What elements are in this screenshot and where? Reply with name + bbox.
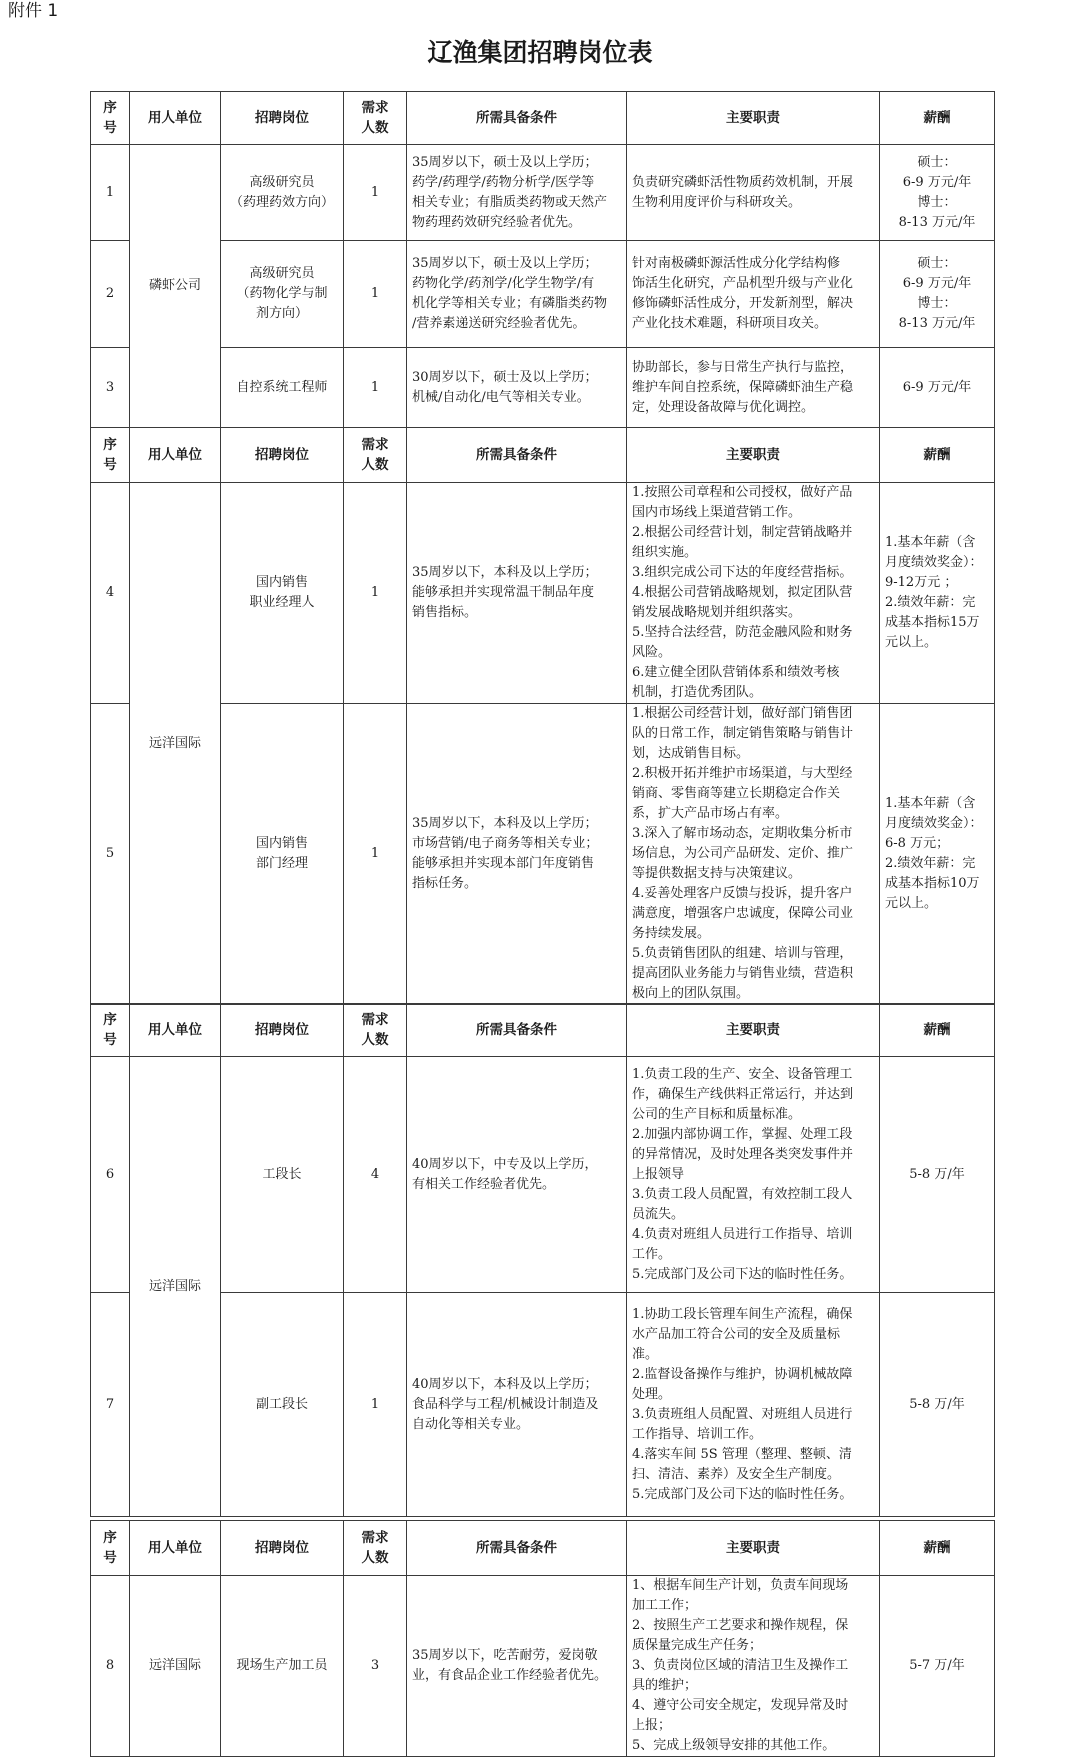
- row-seq: 5: [91, 704, 130, 1005]
- row-position: [221, 483, 344, 704]
- text-line: 作，确保生产线供料正常运行，并达到: [632, 1086, 854, 1102]
- header-seq: 序 号: [91, 1521, 130, 1576]
- text-line: 产业化技术难题，科研项目攻关。: [632, 316, 828, 331]
- text-line: 2.绩效年薪：完: [885, 856, 976, 871]
- text-line: 相关专业；有脂质类药物或天然产: [412, 194, 608, 210]
- row-unit: 远洋国际: [130, 483, 221, 1005]
- text-line: 有相关工作经验者优先。: [412, 1176, 556, 1192]
- row-duties: [627, 1057, 880, 1293]
- row-requirements: [407, 145, 627, 241]
- text-line: 4.负责对班组人员进行工作指导、培训: [632, 1226, 853, 1242]
- row-requirements: [407, 1057, 627, 1293]
- row-position: [221, 1057, 344, 1293]
- text-line: 加工工作；: [632, 1598, 698, 1613]
- text-line: 业，有食品企业工作经验者优先。: [412, 1668, 608, 1683]
- text-line: 8-13 万元/年: [898, 214, 976, 230]
- text-line: 月度绩效奖金）：: [885, 555, 983, 570]
- text-line: 国内市场线上渠道营销工作。: [632, 505, 802, 520]
- attachment-label: 附件 1: [8, 1, 59, 21]
- text-line: 5.完成部门及公司下达的临时性任务。: [632, 1266, 853, 1282]
- header-seq: 序 号: [91, 92, 130, 145]
- header-position: 招聘岗位: [221, 1521, 344, 1576]
- row-count: 1: [344, 241, 407, 348]
- text-line: 35周岁以下，吃苦耐劳，爱岗敬: [412, 1648, 598, 1663]
- text-line: 销售指标。: [412, 605, 478, 620]
- text-line: 销发展战略规划并组织落实。: [632, 605, 802, 620]
- row-unit: 远洋国际: [130, 1057, 221, 1517]
- row-requirements: [407, 1576, 627, 1757]
- text-line: 上报领导: [632, 1166, 685, 1182]
- text-line: 6-9 万元/年: [902, 379, 972, 395]
- table-row: [91, 704, 995, 1005]
- text-line: 3.负责班组人员配置、对班组人员进行: [632, 1406, 853, 1422]
- header-unit: 用人单位: [130, 92, 221, 145]
- text-line: 食品科学与工程/机械设计制造及: [412, 1396, 599, 1412]
- job-table-3: [90, 1003, 995, 1517]
- header-count: 需求 人数: [344, 92, 407, 145]
- text-line: 硕士：: [917, 154, 957, 170]
- text-line: 工作。: [632, 1246, 672, 1262]
- row-position: [221, 1576, 344, 1757]
- row-duties: [627, 483, 880, 704]
- text-line: 剂方向）: [255, 306, 308, 321]
- text-line: 国内销售: [255, 836, 308, 851]
- text-line: 35周岁以下，本科及以上学历；: [412, 565, 598, 580]
- row-duties: [627, 704, 880, 1005]
- row-unit: 磷虾公司: [130, 145, 221, 428]
- row-duties: [627, 241, 880, 348]
- text-line: 机制，打造优秀团队。: [632, 685, 763, 700]
- text-line: 4、遵守公司安全规定，发现异常及时: [632, 1698, 849, 1713]
- text-line: 机械/自动化/电气等相关专业。: [412, 389, 590, 405]
- table-row: [91, 145, 995, 241]
- text-line: 等提供数据支持与决策建议。: [632, 866, 802, 881]
- text-line: 1.按照公司章程和公司授权，做好产品: [632, 485, 853, 500]
- text-line: 6-8 万元；: [885, 836, 950, 851]
- text-line: 元以上。: [885, 635, 938, 650]
- header-seq: 序 号: [91, 1004, 130, 1057]
- text-line: 能够承担并实现本部门年度销售: [412, 856, 595, 871]
- row-count: 4: [344, 1057, 407, 1293]
- row-salary: [880, 241, 995, 348]
- row-position: [221, 704, 344, 1005]
- text-line: 1、根据车间生产计划，负责车间现场: [632, 1578, 849, 1593]
- header-requirements: 所需具备条件: [407, 1004, 627, 1057]
- text-line: 药物化学/药剂学/化学生物学/有: [412, 276, 595, 291]
- job-table-1: [90, 91, 995, 428]
- text-line: 满意度，增强客户忠诚度，保障公司业: [632, 906, 854, 921]
- text-line: 3.组织完成公司下达的年度经营指标。: [632, 565, 853, 580]
- text-line: 8-13 万元/年: [898, 316, 976, 331]
- text-line: 2、按照生产工艺要求和操作规程，保: [632, 1618, 849, 1633]
- text-line: 风险。: [632, 645, 672, 660]
- row-requirements: [407, 704, 627, 1005]
- text-line: 公司的生产目标和质量标准。: [632, 1106, 802, 1122]
- header-count: 需求 人数: [344, 428, 407, 483]
- text-line: 工作指导、培训工作。: [632, 1426, 763, 1442]
- text-line: 5-8 万/年: [909, 1166, 965, 1182]
- header-count: 需求 人数: [344, 1521, 407, 1576]
- text-line: 生物利用度评价与科研攻关。: [632, 194, 802, 210]
- row-requirements: [407, 483, 627, 704]
- text-line: 工段长: [262, 1166, 302, 1182]
- header-unit: 用人单位: [130, 1521, 221, 1576]
- row-seq: 6: [91, 1057, 130, 1293]
- text-line: 国内销售: [255, 575, 308, 590]
- row-salary: [880, 483, 995, 704]
- text-line: 6-9 万元/年: [902, 174, 972, 190]
- text-line: 2.加强内部协调工作，掌握、处理工段: [632, 1126, 853, 1142]
- text-line: 场信息，为公司产品研发、定价、推广: [632, 846, 854, 861]
- table-row: [91, 241, 995, 348]
- text-line: 博士：: [917, 296, 957, 311]
- text-line: 成基本指标15万: [885, 615, 980, 630]
- text-line: 博士：: [917, 194, 957, 210]
- header-row: [91, 92, 995, 145]
- header-duties: 主要职责: [627, 428, 880, 483]
- text-line: 划，达成销售目标。: [632, 746, 750, 761]
- text-line: 处理。: [632, 1386, 672, 1402]
- text-line: 极向上的团队氛围。: [632, 986, 750, 1001]
- row-seq: 2: [91, 241, 130, 348]
- text-line: 4.落实车间 5S 管理（整理、整顿、清: [632, 1446, 852, 1462]
- row-duties: [627, 348, 880, 428]
- text-line: 5、完成上级领导安排的其他工作。: [632, 1738, 836, 1753]
- text-line: 系，扩大产品市场占有率。: [632, 806, 789, 821]
- text-line: 针对南极磷虾源活性成分化学结构修: [632, 256, 841, 271]
- text-line: 销商、零售商等建立长期稳定合作关: [632, 786, 841, 801]
- row-count: 1: [344, 145, 407, 241]
- text-line: 5-8 万/年: [909, 1396, 965, 1412]
- text-line: 4.根据公司营销战略规划，拟定团队营: [632, 585, 853, 600]
- row-duties: [627, 1293, 880, 1517]
- text-line: 队的日常工作，制定销售策略与销售计: [632, 726, 854, 741]
- text-line: 1.根据公司经营计划，做好部门销售团: [632, 706, 853, 721]
- text-line: 负责研究磷虾活性物质药效机制，开展: [632, 174, 854, 190]
- text-line: 现场生产加工员: [236, 1658, 328, 1673]
- table-row: [91, 1293, 995, 1517]
- text-line: 上报；: [632, 1718, 672, 1733]
- text-line: 40周岁以下，本科及以上学历；: [412, 1376, 598, 1392]
- row-seq: 1: [91, 145, 130, 241]
- row-unit: 远洋国际: [130, 1576, 221, 1757]
- text-line: 40周岁以下，中专及以上学历，: [412, 1156, 598, 1172]
- table-row: [91, 1576, 995, 1757]
- header-requirements: 所需具备条件: [407, 1521, 627, 1576]
- text-line: （药理药效方向）: [229, 194, 334, 210]
- job-table-2: [90, 427, 995, 1005]
- header-requirements: 所需具备条件: [407, 92, 627, 145]
- text-line: /营养素递送研究经验者优先。: [412, 316, 586, 331]
- text-line: 员流失。: [632, 1206, 685, 1222]
- text-line: 3.负责工段人员配置，有效控制工段人: [632, 1186, 853, 1202]
- text-line: 提高团队业务能力与销售业绩，营造积: [632, 966, 854, 981]
- row-position: [221, 1293, 344, 1517]
- text-line: 5-7 万/年: [909, 1658, 965, 1673]
- text-line: 能够承担并实现常温干制品年度: [412, 585, 595, 600]
- text-line: 机化学等相关专业；有磷脂类药物: [412, 296, 608, 311]
- text-line: 扫、清洁、素养）及安全生产制度。: [632, 1466, 841, 1482]
- row-count: 1: [344, 483, 407, 704]
- header-requirements: 所需具备条件: [407, 428, 627, 483]
- row-salary: [880, 1576, 995, 1757]
- text-line: 3.深入了解市场动态，定期收集分析市: [632, 826, 853, 841]
- header-unit: 用人单位: [130, 1004, 221, 1057]
- text-line: 1.基本年薪（含: [885, 796, 976, 811]
- header-position: 招聘岗位: [221, 92, 344, 145]
- table-row: [91, 1057, 995, 1293]
- text-line: 质保量完成生产任务；: [632, 1638, 763, 1653]
- row-position: [221, 145, 344, 241]
- text-line: 市场营销/电子商务等相关专业；: [412, 836, 599, 851]
- header-row: [91, 428, 995, 483]
- text-line: 维护车间自控系统，保障磷虾油生产稳: [632, 379, 854, 395]
- text-line: 药学/药理学/药物分析学/医学等: [412, 174, 595, 190]
- row-duties: [627, 145, 880, 241]
- text-line: 指标任务。: [412, 876, 478, 891]
- text-line: 成基本指标10万: [885, 876, 980, 891]
- text-line: 职业经理人: [249, 595, 315, 610]
- text-line: 1.负责工段的生产、安全、设备管理工: [632, 1066, 853, 1082]
- row-seq: 4: [91, 483, 130, 704]
- text-line: 35周岁以下，本科及以上学历；: [412, 816, 598, 831]
- row-count: 1: [344, 348, 407, 428]
- header-count: 需求 人数: [344, 1004, 407, 1057]
- row-seq: 7: [91, 1293, 130, 1517]
- header-unit: 用人单位: [130, 428, 221, 483]
- header-row: [91, 1004, 995, 1057]
- text-line: 组织实施。: [632, 545, 698, 560]
- header-row: [91, 1521, 995, 1576]
- text-line: 1.基本年薪（含: [885, 535, 976, 550]
- header-salary: 薪酬: [880, 92, 995, 145]
- text-line: 6-9 万元/年: [902, 276, 972, 291]
- row-salary: [880, 1293, 995, 1517]
- header-salary: 薪酬: [880, 1521, 995, 1576]
- text-line: 自动化等相关专业。: [412, 1416, 530, 1432]
- text-line: （药物化学与制: [236, 286, 328, 301]
- text-line: 2.根据公司经营计划，制定营销战略并: [632, 525, 853, 540]
- row-salary: [880, 348, 995, 428]
- text-line: 自控系统工程师: [236, 379, 328, 395]
- page-title: 辽渔集团招聘岗位表: [427, 38, 653, 67]
- text-line: 4.妥善处理客户反馈与投诉，提升客户: [632, 886, 853, 901]
- text-line: 30周岁以下，硕士及以上学历；: [412, 369, 598, 385]
- text-line: 9-12万元 ；: [885, 575, 958, 590]
- text-line: 2.监督设备操作与维护，协调机械故障: [632, 1366, 853, 1382]
- text-line: 协助部长，参与日常生产执行与监控，: [632, 359, 854, 375]
- text-line: 的异常情况，及时处理各类突发事件并: [632, 1146, 854, 1162]
- row-count: 3: [344, 1576, 407, 1757]
- job-table-4: [90, 1520, 995, 1757]
- row-requirements: [407, 1293, 627, 1517]
- text-line: 35周岁以下，硕士及以上学历；: [412, 154, 598, 170]
- row-seq: 8: [91, 1576, 130, 1757]
- text-line: 35周岁以下，硕士及以上学历；: [412, 256, 598, 271]
- text-line: 具的维护；: [632, 1678, 698, 1693]
- header-position: 招聘岗位: [221, 428, 344, 483]
- text-line: 3、负责岗位区域的清洁卫生及操作工: [632, 1658, 849, 1673]
- text-line: 定，处理设备故障与优化调控。: [632, 399, 815, 415]
- text-line: 部门经理: [255, 856, 308, 871]
- header-duties: 主要职责: [627, 1521, 880, 1576]
- row-seq: 3: [91, 348, 130, 428]
- text-line: 5.完成部门及公司下达的临时性任务。: [632, 1486, 853, 1502]
- row-salary: [880, 145, 995, 241]
- text-line: 2.绩效年薪：完: [885, 595, 976, 610]
- table-row: [91, 483, 995, 704]
- text-line: 元以上。: [885, 896, 938, 911]
- text-line: 水产品加工符合公司的安全及质量标: [632, 1326, 841, 1342]
- text-line: 高级研究员: [249, 174, 315, 190]
- row-count: 1: [344, 1293, 407, 1517]
- text-line: 硕士：: [917, 256, 957, 271]
- text-line: 高级研究员: [249, 266, 315, 281]
- row-duties: [627, 1576, 880, 1757]
- text-line: 物药理药效研究经验者优先。: [412, 214, 582, 230]
- row-position: [221, 241, 344, 348]
- row-requirements: [407, 348, 627, 428]
- row-salary: [880, 1057, 995, 1293]
- header-duties: 主要职责: [627, 92, 880, 145]
- header-seq: 序 号: [91, 428, 130, 483]
- text-line: 2.积极开拓并维护市场渠道，与大型经: [632, 766, 853, 781]
- row-requirements: [407, 241, 627, 348]
- text-line: 5.坚持合法经营，防范金融风险和财务: [632, 625, 853, 640]
- text-line: 6.建立健全团队营销体系和绩效考核: [632, 665, 840, 680]
- row-salary: [880, 704, 995, 1005]
- header-position: 招聘岗位: [221, 1004, 344, 1057]
- table-row: [91, 348, 995, 428]
- text-line: 月度绩效奖金）：: [885, 816, 983, 831]
- text-line: 副工段长: [255, 1396, 308, 1412]
- text-line: 1.协助工段长管理车间生产流程，确保: [632, 1306, 853, 1322]
- header-duties: 主要职责: [627, 1004, 880, 1057]
- row-count: 1: [344, 704, 407, 1005]
- text-line: 饰活生化研究，产品机型升级与产业化: [632, 276, 854, 291]
- row-position: [221, 348, 344, 428]
- header-salary: 薪酬: [880, 1004, 995, 1057]
- text-line: 务持续发展。: [632, 926, 711, 941]
- header-salary: 薪酬: [880, 428, 995, 483]
- text-line: 修饰磷虾活性成分，开发新剂型，解决: [632, 296, 854, 311]
- text-line: 5.负责销售团队的组建、培训与管理，: [632, 946, 853, 961]
- text-line: 准。: [632, 1346, 659, 1362]
